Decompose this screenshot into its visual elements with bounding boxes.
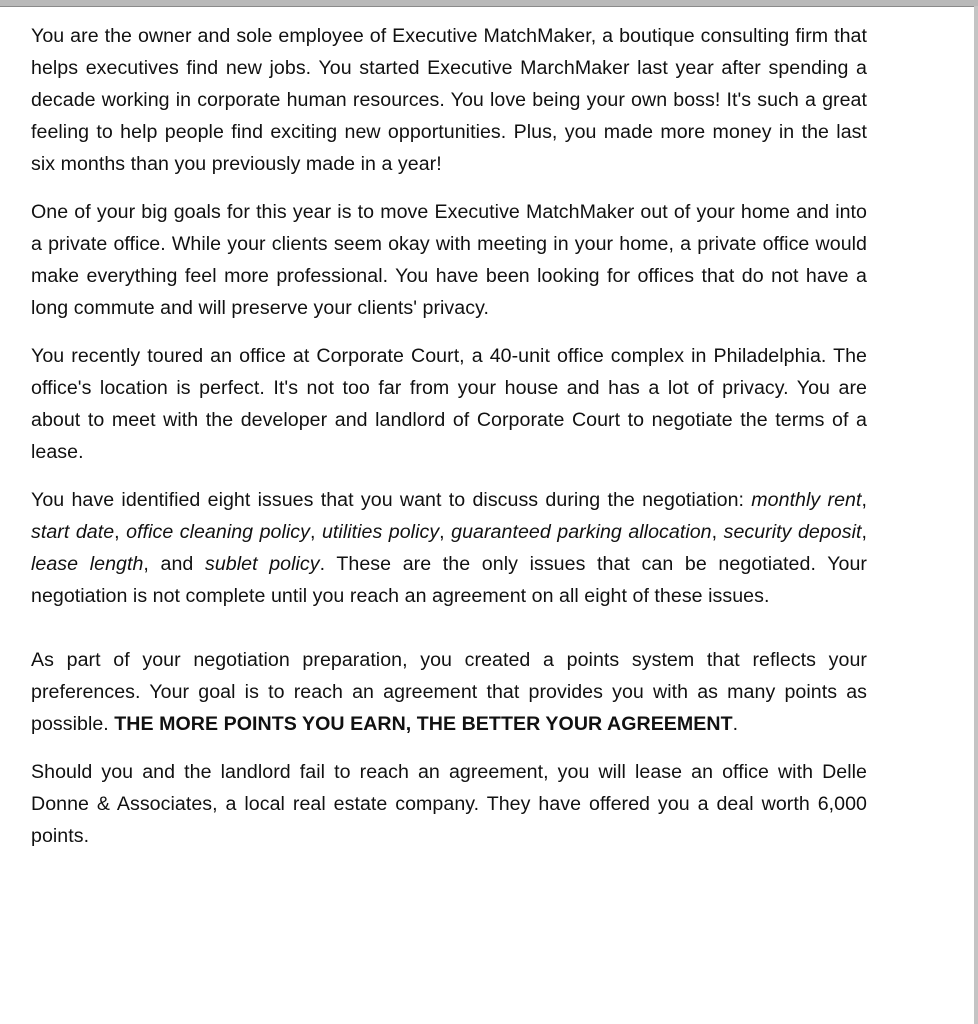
window-right-border (974, 6, 978, 1024)
issues-separator: , (310, 521, 322, 543)
issues-separator: , (861, 521, 867, 543)
issue-sublet-policy: sublet policy (205, 553, 320, 575)
issues-separator: , (114, 521, 127, 543)
document-page (31, 20, 867, 852)
paragraph-batna: Should you and the landlord fail to reach an agreement, you will lease an office with Delle Donne & Associates, a local real estate company. They have offered you a deal worth 6,000 points. (31, 761, 867, 847)
paragraph-intro: You are the owner and sole employee of Executive MatchMaker, a boutique consulting firm that helps executives find new jobs. You started Executive MarchMaker last year after spending a decade working in corporate human resources. You love being your own boss! It's such a great feeling to help people find exciting new opportunities. Plus, you made more money in the last six months than you previously made in a year! (31, 25, 867, 175)
issues-intro-text: You have identified eight issues that you want to discuss during the negotiation: (31, 489, 752, 511)
issues-separator: , (711, 521, 724, 543)
paragraph-corporate-court: You recently toured an office at Corporate Court, a 40-unit office complex in Philadelphia. The office's location is perfect. It's not too far from your house and has a lot of privacy. You are about to meet with the developer and landlord of Corporate Court to negotiate the terms of a lease. (31, 345, 867, 463)
issue-start-date: start date (31, 521, 115, 543)
issues-outro-text: . These are the only issues that can be negotiated. Your negotiation is not complete until you reach an agreement on all eight of these issues. (31, 553, 867, 607)
issue-guaranteed-parking-allocation: guaranteed parking allocation (451, 521, 712, 543)
paragraph-points-system (31, 644, 867, 740)
issue-monthly-rent: monthly rent (751, 489, 862, 511)
points-emphasis-text: THE MORE POINTS YOU EARN, THE BETTER YOUR AGREEMENT (114, 713, 733, 735)
issue-office-cleaning-policy: office cleaning policy (126, 521, 310, 543)
issue-utilities-policy: utilities policy (321, 521, 440, 543)
points-outro-text: . (732, 713, 739, 735)
issue-security-deposit: security deposit (723, 521, 862, 543)
issue-lease-length: lease length (31, 553, 144, 575)
paragraph-issues (31, 484, 867, 612)
issues-separator: , and (143, 553, 205, 575)
issues-separator: , (439, 521, 452, 543)
window-top-border (0, 6, 978, 7)
issues-separator: , (861, 489, 867, 511)
points-intro-text: As part of your negotiation preparation, you created a points system that reflects your preferences. Your goal is to reach an agreement that provides you with as many points as possible. (31, 649, 867, 735)
paragraph-goals: One of your big goals for this year is to move Executive MatchMaker out of your home and into a private office. While your clients seem okay with meeting in your home, a private office would make everything feel more professional. You have been looking for offices that do not have a long commute and will preserve your clients' privacy. (31, 201, 867, 319)
